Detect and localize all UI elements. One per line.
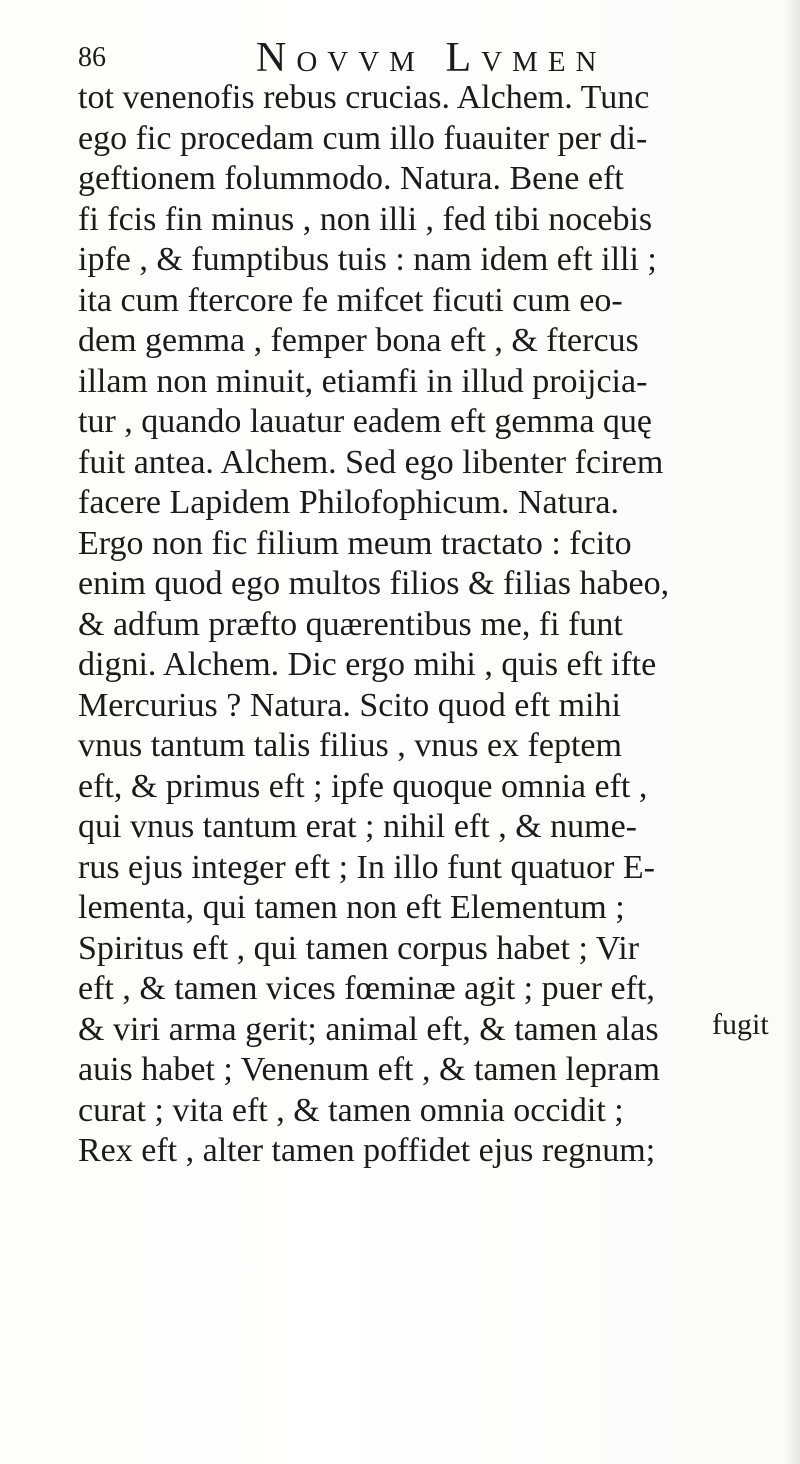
text-line: rus ejus integer eft ; In illo funt quatuor E- (78, 848, 655, 886)
body-text (78, 78, 798, 1172)
text-line: Ergo non fic filium meum tractato : fcito (78, 524, 632, 562)
text-line: & adfum præfto quærentibus me, fi funt (78, 605, 623, 643)
text-line: tot venenofis rebus crucias. Alchem. Tunc (78, 79, 650, 116)
running-title: Novvm Lvmen (256, 35, 607, 81)
catchword: fugit (712, 1008, 769, 1041)
text-line: auis habet ; Venenum eft , & tamen lepram (78, 1051, 660, 1088)
text-line: curat ; vita eft , & tamen omnia occidit ; (78, 1091, 624, 1129)
text-line: fuit antea. Alchem. Sed ego libenter fcirem (78, 443, 664, 481)
text-line: Spiritus eft , qui tamen corpus habet ; Vir (78, 929, 640, 967)
text-line: Rex eft , alter tamen poffidet ejus regnum; (78, 1132, 656, 1169)
text-line: fi fcis fin minus , non illi , fed tibi nocebis (78, 200, 653, 238)
text-line: Mercurius ? Natura. Scito quod eft mihi (78, 686, 621, 724)
text-line: vnus tantum talis filius , vnus ex feptem (78, 727, 622, 764)
text-line: & viri arma gerit; animal eft, & tamen alas (78, 1010, 659, 1048)
text-line: ita cum ftercore fe mifcet ficuti cum eo- (78, 281, 623, 319)
text-line: geftionem folummodo. Natura. Bene eft (78, 160, 624, 197)
text-line: dem gemma , femper bona eft , & ftercus (78, 322, 639, 359)
page-header (78, 28, 718, 81)
text-line: ego fic procedam cum illo fuauiter per di- (78, 119, 648, 157)
text-line: tur , quando lauatur eadem eft gemma quę (78, 403, 652, 440)
text-line: eft , & tamen vices fœminæ agit ; puer eft, (78, 970, 655, 1007)
text-line: facere Lapidem Philofophicum. Natura. (78, 484, 619, 521)
text-line: ipfe , & fumptibus tuis : nam idem eft illi ; (78, 241, 657, 278)
text-line: eft, & primus eft ; ipfe quoque omnia eft , (78, 767, 648, 805)
page-number: 86 (78, 42, 106, 73)
text-line: enim quod ego multos filios & filias habeo, (78, 565, 670, 602)
text-line: qui vnus tantum erat ; nihil eft , & nume- (78, 808, 638, 845)
text-line: lementa, qui tamen non eft Elementum ; (78, 889, 625, 926)
text-line: digni. Alchem. Dic ergo mihi , quis eft ifte (78, 646, 657, 683)
text-line: illam non minuit, etiamfi in illud proijcia- (78, 362, 648, 400)
